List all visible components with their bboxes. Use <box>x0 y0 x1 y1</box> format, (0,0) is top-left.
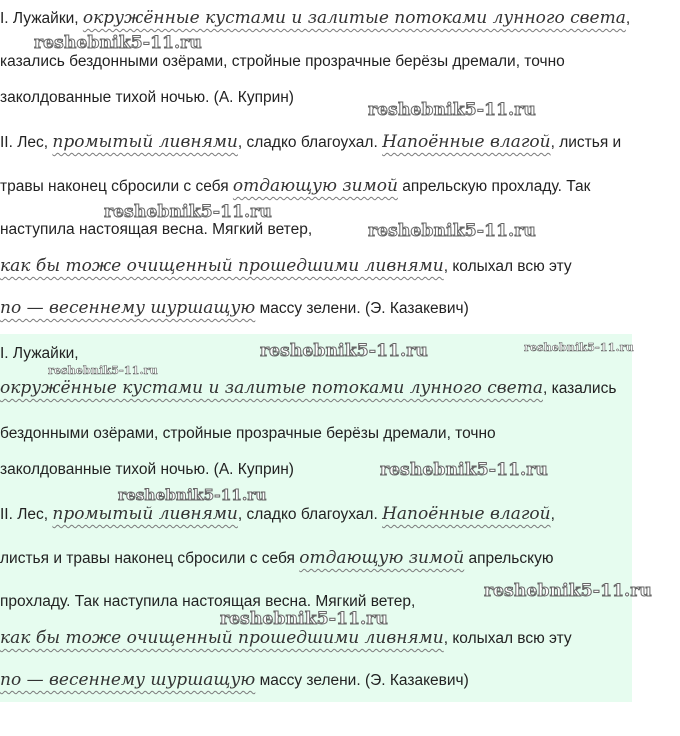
watermark: reshebnik5-11.ru <box>48 364 158 377</box>
text-line: заколдованные тихой ночью. (А. Куприн) <box>0 89 294 106</box>
participial-phrase: Напоённые влагой <box>382 132 551 152</box>
text-line: по — весеннему шуршащую массу зелени. (Э. Казакевич) <box>0 670 469 690</box>
participial-phrase: окружённые кустами и залитые потоками лунного света <box>82 8 626 28</box>
text-line: казались бездонными озёрами, стройные прозрачные берёзы дремали, точно <box>0 53 565 70</box>
text-line: как бы тоже очищенный прошедшими ливнями, колыхал всю эту <box>0 628 572 648</box>
participial-phrase: по — весеннему шуршащую <box>0 298 256 318</box>
watermark: reshebnik5-11.ru <box>524 341 634 354</box>
watermark: reshebnik5-11.ru <box>118 486 267 504</box>
text-line: травы наконец сбросили с себя отдающую зимой апрельскую прохладу. Так <box>0 176 591 196</box>
watermark: reshebnik5-11.ru <box>104 202 272 222</box>
participial-phrase: отдающую зимой <box>232 176 398 196</box>
participial-phrase: промытый ливнями <box>52 504 238 524</box>
watermark: reshebnik5-11.ru <box>484 581 652 601</box>
participial-phrase: по — весеннему шуршащую <box>0 670 256 690</box>
participial-phrase: отдающую зимой <box>299 548 465 568</box>
text-line: I. Лужайки, <box>0 345 79 362</box>
participial-phrase: окружённые кустами и залитые потоками лунного света <box>0 378 543 398</box>
text-line: по — весеннему шуршащую массу зелени. (Э. Казакевич) <box>0 298 469 318</box>
watermark: reshebnik5-11.ru <box>34 33 202 53</box>
text-line: заколдованные тихой ночью. (А. Куприн) <box>0 461 294 478</box>
participial-phrase: Напоённые влагой <box>382 504 551 524</box>
participial-phrase: промытый ливнями <box>52 132 238 152</box>
participial-phrase: как бы тоже очищенный прошедшими ливнями <box>0 256 444 276</box>
text-line: листья и травы наконец сбросили с себя отдающую зимой апрельскую <box>0 548 554 568</box>
text-line: окружённые кустами и залитые потоками лунного света, казались <box>0 378 617 398</box>
watermark: reshebnik5-11.ru <box>260 341 428 361</box>
text-line: бездонными озёрами, стройные прозрачные берёзы дремали, точно <box>0 425 496 442</box>
watermark: reshebnik5-11.ru <box>220 609 388 629</box>
text-line: II. Лес, промытый ливнями, сладко благоухал. Напоённые влагой, листья и <box>0 132 622 152</box>
text-line: как бы тоже очищенный прошедшими ливнями, колыхал всю эту <box>0 256 572 276</box>
watermark: reshebnik5-11.ru <box>368 100 536 120</box>
text-line: наступила настоящая весна. Мягкий ветер, <box>0 221 313 238</box>
text-line: I. Лужайки, окружённые кустами и залитые потоками лунного света, <box>0 8 631 28</box>
watermark: reshebnik5-11.ru <box>380 460 548 480</box>
text-line: II. Лес, промытый ливнями, сладко благоухал. Напоённые влагой, <box>0 504 555 524</box>
participial-phrase: как бы тоже очищенный прошедшими ливнями <box>0 628 444 648</box>
text-line: прохладу. Так наступила настоящая весна. Мягкий ветер, <box>0 593 416 610</box>
watermark: reshebnik5-11.ru <box>368 221 536 241</box>
